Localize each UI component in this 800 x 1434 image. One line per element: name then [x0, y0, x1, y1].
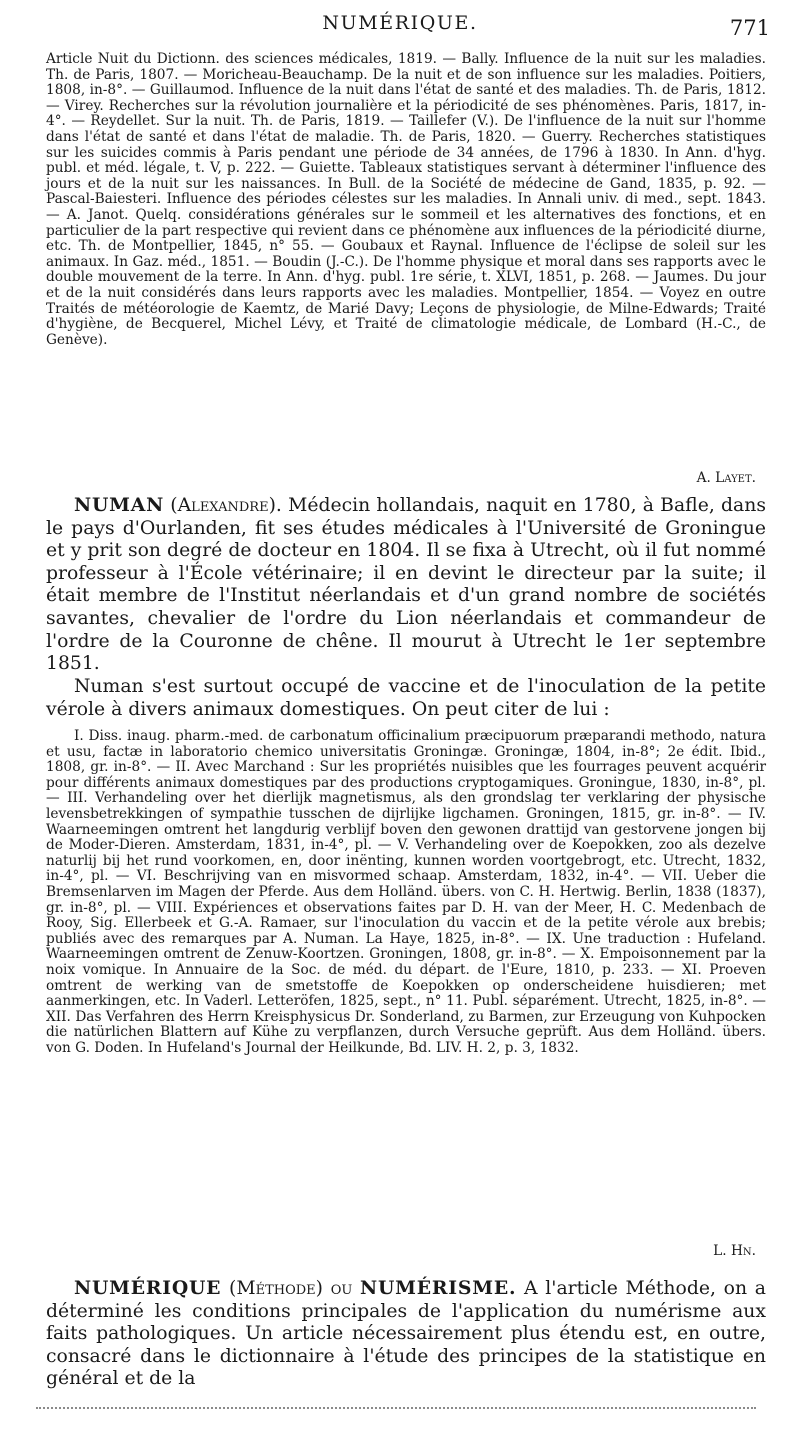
author-signature: A. Layet.: [696, 470, 756, 486]
bibliography-section: [46, 52, 766, 348]
numan-entry: [46, 494, 766, 676]
headword-numerique: NUMÉRIQUE: [74, 1277, 222, 1299]
numan-paragraph-2-block: [46, 676, 766, 721]
page-number: 771: [729, 16, 770, 40]
running-header: [0, 8, 800, 48]
numan-paragraph-2: Numan s'est surtout occupé de vaccine et de l'inoculation de la petite vérole à divers animaux domestiques. On peut citer de lui :: [46, 676, 766, 720]
numan-paragraph-1: Médecin hollandais, naquit en 1780, à Bafle, dans le pays d'Ourlanden, fit ses études médicales à l'Université de Groningue et y prit son degré de docteur en 1804. Il se fixa à Utrecht, où il fut nommé professeur à l'École vétérinaire; il en devint le directeur par la suite; il était membre de l'Institut néerlandais et d'un grand nombre de sociétés savantes, chevalier de l'ordre du Lion néerlandais et commandeur de l'ordre de la Couronne de chêne. Il mourut à Utrecht le 1er septembre 1851.: [46, 495, 766, 675]
numerique-text: A l'article Méthode, on a déterminé les conditions principales de l'application du numérisme aux faits pathologiques. Un article nécessairement plus étendu est, en outre, consacré dans le dictionnaire à l'étude des principes de la statistique en général et de la: [46, 1278, 766, 1390]
bibliography-signature-block: [46, 470, 766, 486]
headword-forename: (Alexandre).: [170, 495, 282, 516]
numerique-entry: [46, 1277, 766, 1391]
footer-dotted-rule: [36, 1407, 756, 1409]
numan-works-block: [46, 729, 766, 1056]
numerique-paragraph: [46, 1277, 766, 1391]
numan-signature-block: [46, 1243, 766, 1259]
numan-signature: L. Hn.: [713, 1243, 756, 1259]
headword-numan: NUMAN: [74, 494, 165, 516]
numan-works-list: I. Diss. inaug. pharm.-med. de carbonatum officinalium præcipuorum præparandi methodo, natura et usu, factæ in laboratorio chemico universitatis Groningæ. Groningæ, 1804, in-8°; 2e édit. Ibid., 1808, gr. in-8°. — II. Avec Marchand : Sur les propriétés nuisibles que les fourrages peuvent acquérir pour différents animaux domestiques par des productions cryptogamiques. Groningue, 1830, in-8°, pl. — III. Verhandeling over het dierlijk magnetismus, als den grondslag ter verklaring der physische levensbetrekkingen of sympathie tusschen de dijrlijke ligchamen. Groningen, 1815, gr. in-8°. — IV. Waarneemingen omtrent het langdurig verblijf boven den gewonen drattijd van gestorvene jongen bij de Moder-Dieren. Amsterdam, 1831, in-4°, pl. — V. Verhandeling over de Koepokken, zoo als dezelve naturlij bij het rund voorkomen, en, door inënting, kunnen worden voortgebrogt, etc. Utrecht, 1832, in-4°, pl. — VI. Beschrijving van en misvormed schaap. Amsterdam, 1832, in-4°. — VII. Ueber die Bremsenlarven im Magen der Pferde. Aus dem Holländ. übers. von C. H. Hertwig. Berlin, 1838 (1837), gr. in-8°, pl. — VIII. Expériences et observations faites par D. H. van der Meer, H. C. Medenbach de Rooy, Sig. Ellerbeek et G.-A. Ramaer, sur l'inoculation du vaccin et de la petite vérole aux brebis; publiés avec des remarques par A. Numan. La Haye, 1825, in-8°. — IX. Une traduction : Hufeland. Waarneemingen omtrent de Zenuw-Koortzen. Groningen, 1808, gr. in-8°. — X. Empoisonnement par la noix vomique. In Annuaire de la Soc. de méd. du départ. de l'Eure, 1810, p. 233. — XI. Proeven omtrent de werking van de smetstoffe de Koepokken op onderscheidene huisdieren; met aanmerkingen, etc. In Vaderl. Letteröfen, 1825, sept., n° 11. Publ. séparément. Utrecht, 1825, in-8°. — XII. Das Verfahren des Herrn Kreisphysicus Dr. Sonderland, zu Barmen, zur Erzeugung von Kuhpocken die natürlichen Blattern auf Kühe zu verpflanzen, durch Versuche geprüft. Aus dem Holländ. übers. von G. Doden. In Hufeland's Journal der Heilkunde, Bd. LIV. H. 2, p. 3, 1832.: [46, 728, 766, 1056]
headword-numerisme: NUMÉRISME.: [360, 1277, 517, 1299]
numan-biography: [46, 494, 766, 676]
running-title: NUMÉRIQUE.: [322, 12, 478, 34]
bibliography-paragraph: Article Nuit du Dictionn. des sciences médicales, 1819. — Bally. Influence de la nuit sur les maladies. Th. de Paris, 1807. — Moricheau-Beauchamp. De la nuit et de son influence sur les maladies. Poitiers, 1808, in-8°. — Guillaumod. Influence de la nuit dans l'état de santé et des maladies. Th. de Paris, 1812. — Virey. Recherches sur la révolution journalière et la périodicité de ses phénomènes. Paris, 1817, in-4°. — Reydellet. Sur la nuit. Th. de Paris, 1819. — Taillefer (V.). De l'influence de la nuit sur l'homme dans l'état de santé et dans l'état de maladie. Th. de Paris, 1820. — Guerry. Recherches statistiques sur les suicides commis à Paris pendant une période de 34 années, de 1796 à 1830. In Ann. d'hyg. publ. et méd. légale, t. V, p. 222. — Guiette. Tableaux statistiques servant à déterminer l'influence des jours et de la nuit sur les naissances. In Bull. de la Société de médecine de Gand, 1835, p. 92. — Pascal-Baiesteri. Influence des périodes célestes sur les maladies. In Annali univ. di med., sept. 1843. — A. Janot. Quelq. considérations générales sur le sommeil et les alternatives des fonctions, et en particulier de la part respective qui revient dans ce phénomène aux influences de la périodicité diurne, etc. Th. de Montpellier, 1845, n° 55. — Goubaux et Raynal. Influence de l'éclipse de soleil sur les animaux. In Gaz. méd., 1851. — Boudin (J.-C.). De l'homme physique et moral dans ses rapports avec le double mouvement de la terre. In Ann. d'hyg. publ. 1re série, t. XLVI, 1851, p. 268. — Jaumes. Du jour et de la nuit considérés dans leurs rapports avec les maladies. Montpellier, 1854. — Voyez en outre Traités de météorologie de Kaemtz, de Marié Davy; Leçons de physiologie, de Milne-Edwards; Traité d'hygiène, de Becquerel, Michel Lévy, et Traité de climatologie médicale, de Lombard (H.-C., de Genève).: [46, 51, 766, 348]
headword-qualifier: (Méthode) ou: [229, 1278, 353, 1299]
